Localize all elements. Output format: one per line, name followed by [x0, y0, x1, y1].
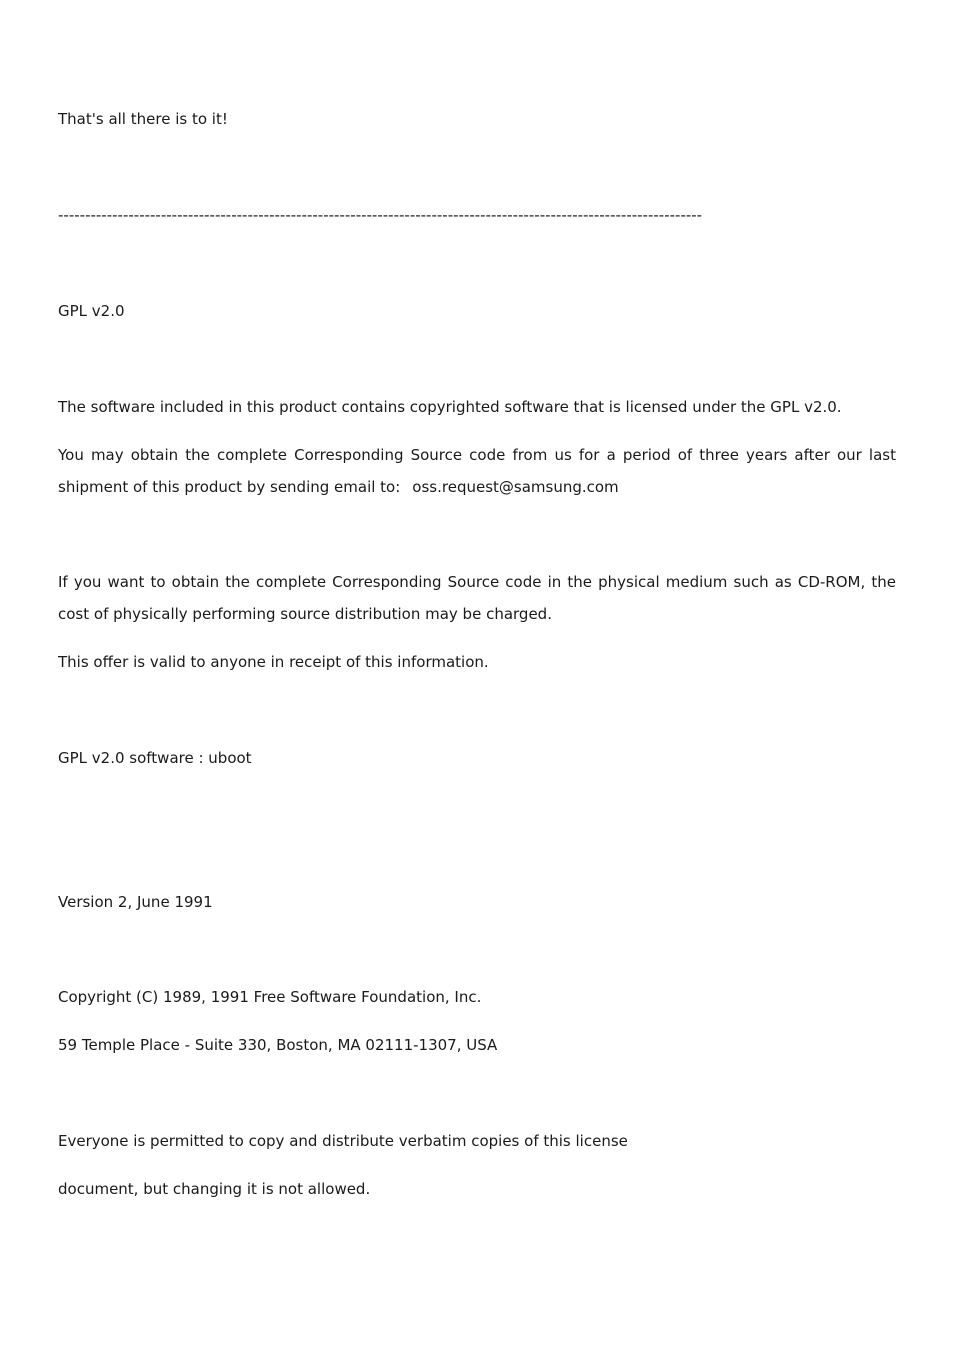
section-separator: ----------------------------------------------------------------------------------------------------------------------- — [58, 206, 703, 224]
physical-medium-paragraph: If you want to obtain the complete Corresponding Source code in the physical medium such as CD-ROM, the cost of physically performing source distribution may be charged. — [58, 573, 896, 623]
copyright-line: Copyright (C) 1989, 1991 Free Software Foundation, Inc. — [58, 988, 482, 1006]
permission-line-2: document, but changing it is not allowed. — [58, 1180, 371, 1198]
source-offer-text: You may obtain the complete Corresponding Source code from us for a period of three years after our last shipment of this product by sending email to: — [58, 446, 896, 496]
permission-line-1: Everyone is permitted to copy and distribute verbatim copies of this license — [58, 1132, 628, 1150]
address-line: 59 Temple Place - Suite 330, Boston, MA 02111-1307, USA — [58, 1036, 498, 1054]
closing-line: That's all there is to it! — [58, 110, 228, 128]
software-name-line: GPL v2.0 software : uboot — [58, 749, 252, 767]
offer-validity-line: This offer is valid to anyone in receipt of this information. — [58, 653, 489, 671]
license-notice-paragraph: The software included in this product contains copyrighted software that is licensed under the GPL v2.0. — [58, 398, 842, 416]
license-version-line: Version 2, June 1991 — [58, 893, 213, 911]
contact-email: oss.request@samsung.com — [412, 478, 619, 496]
source-offer-paragraph — [58, 439, 896, 503]
license-heading: GPL v2.0 — [58, 302, 125, 320]
